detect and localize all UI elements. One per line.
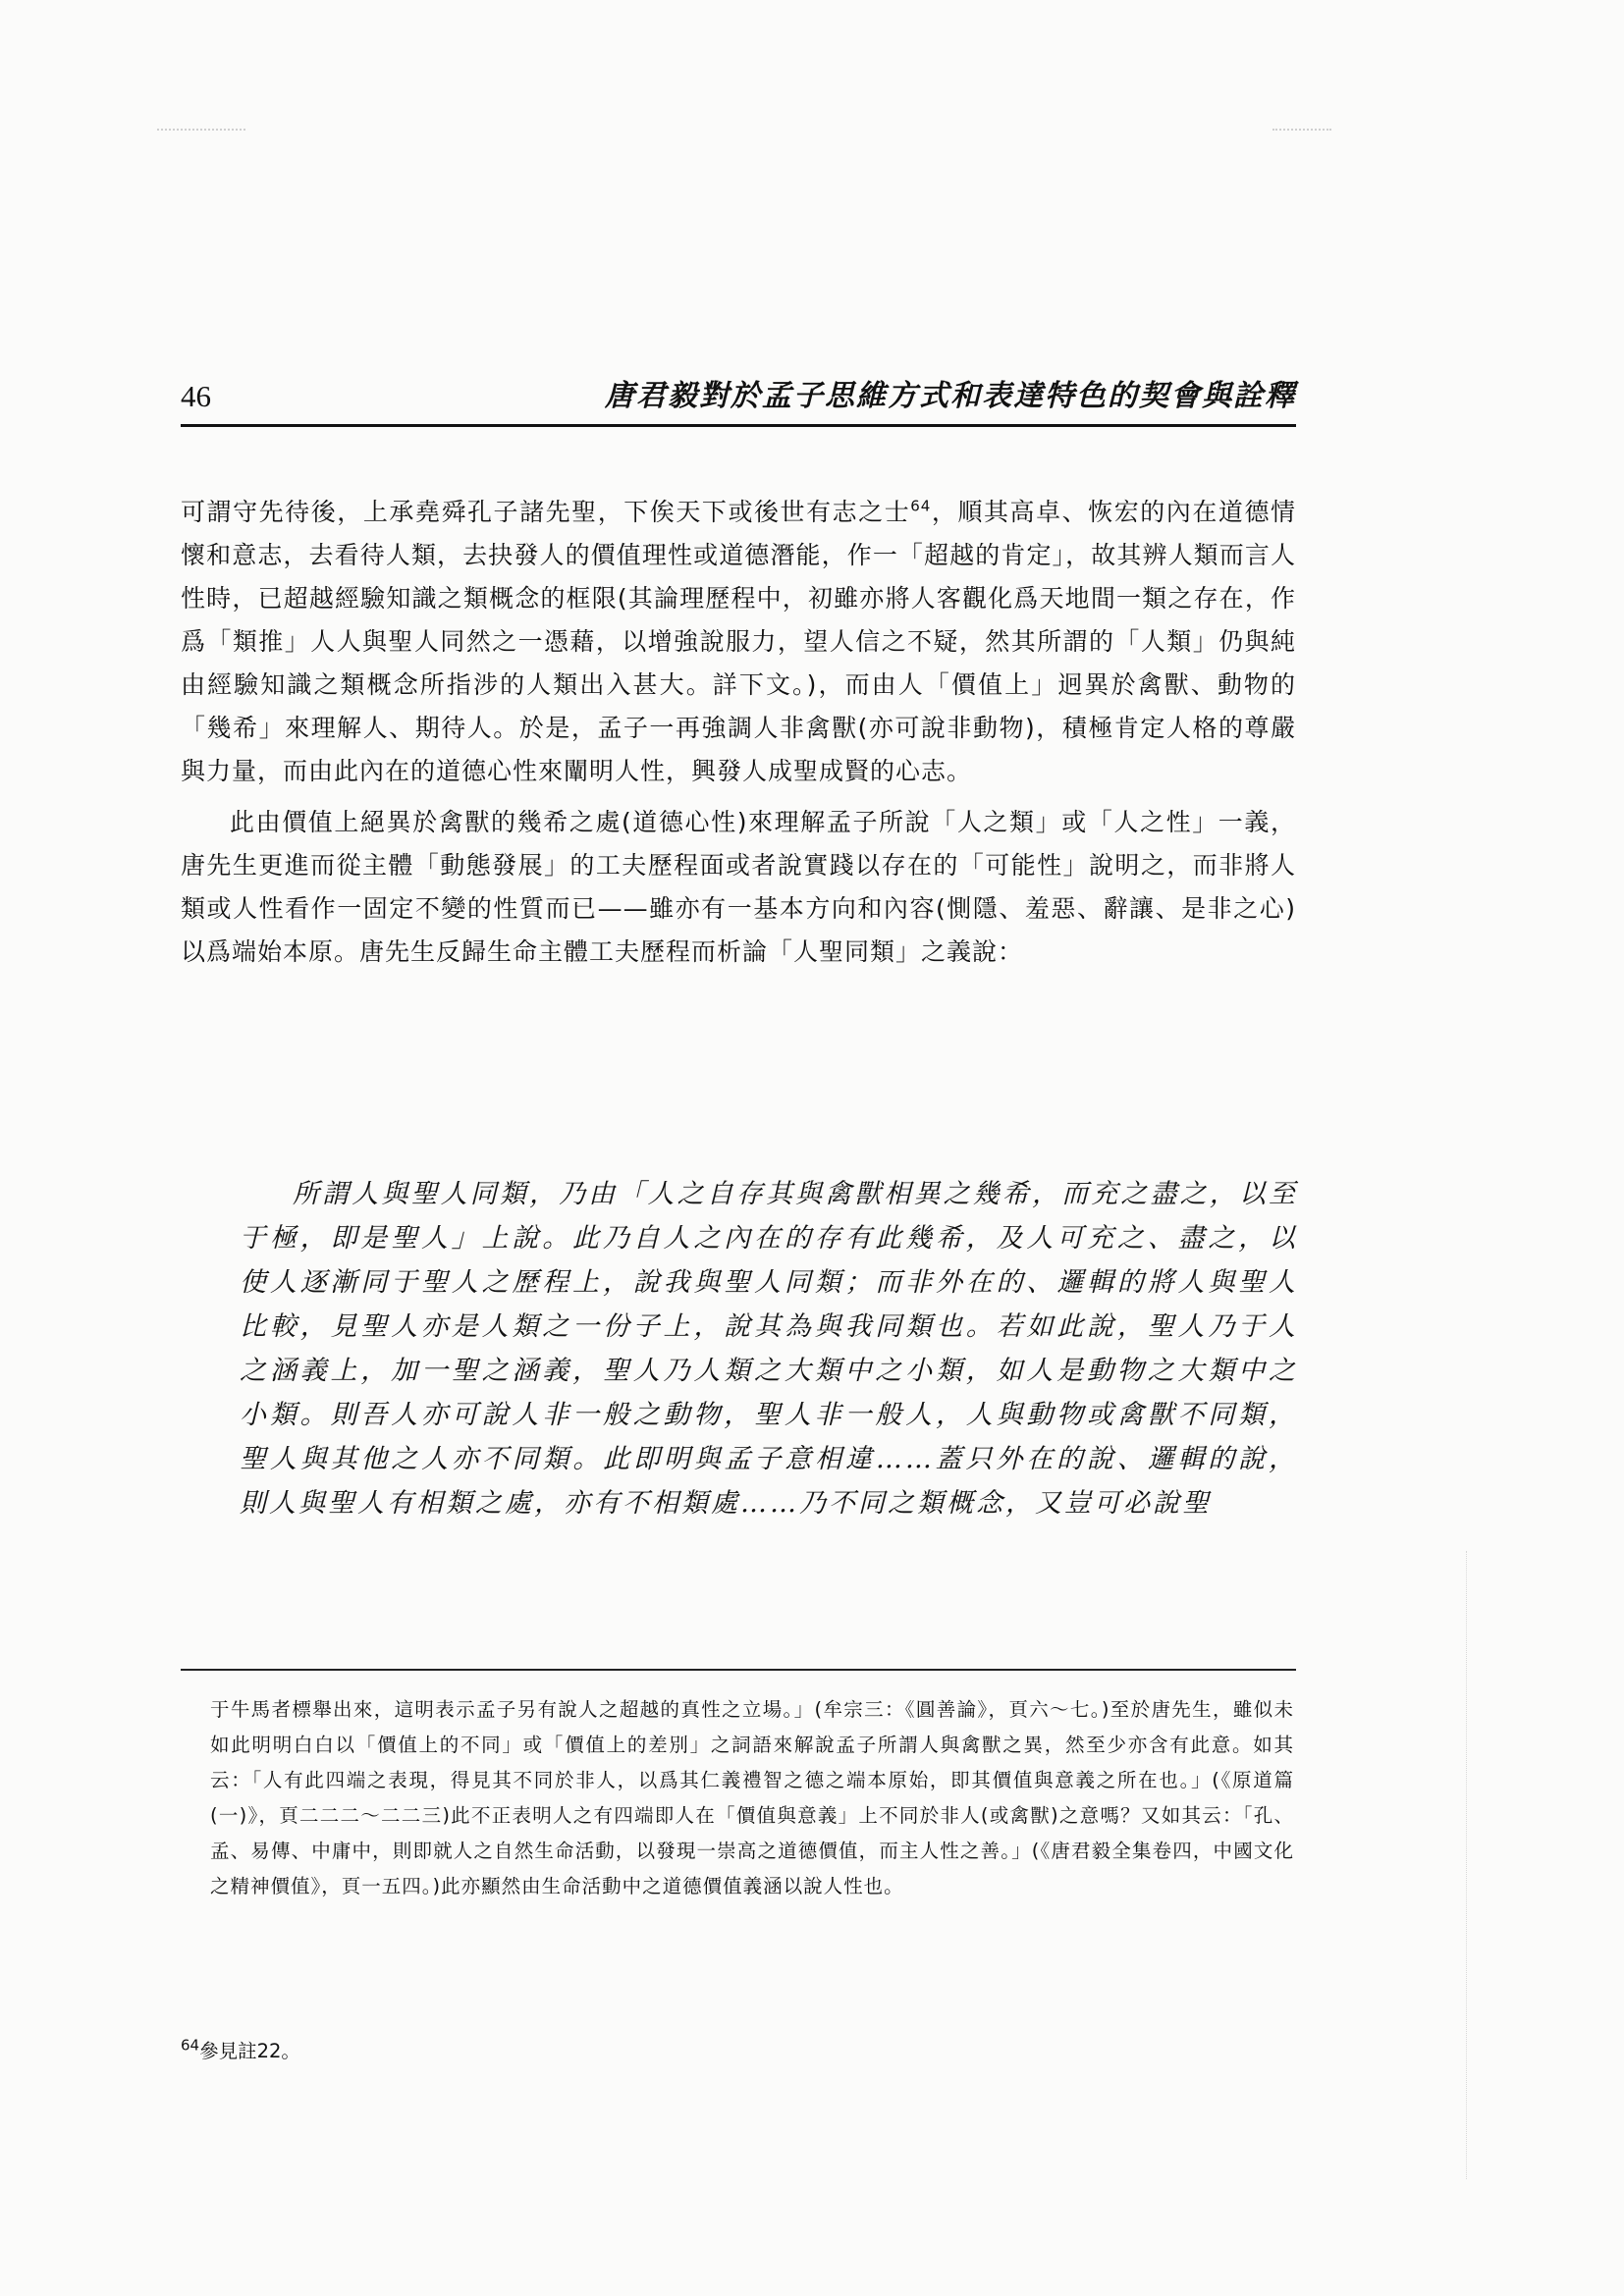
footnote-64 [181,2034,300,2069]
footnote-64-marker: 64 [181,2036,200,2055]
footnote-64-text: 參見註22。 [199,2040,300,2062]
block-quotation: 所謂人與聖人同類，乃由「人之自存其與禽獸相異之幾希，而充之盡之，以至于極，即是聖人」上說。此乃自人之內在的存有此幾希，及人可充之、盡之，以使人逐漸同于聖人之歷程上，說我與聖人同類；而非外在的、邏輯的將人與聖人比較，見聖人亦是人類之一份子上，說其為與我同類也。若如此說，聖人乃于人之涵義上，加一聖之涵義，聖人乃人類之大類中之小類，如人是動物之大類中之小類。則吾人亦可說人非一般之動物，聖人非一般人，人與動物或禽獸不同類，聖人與其他之人亦不同類。此即明與孟子意相違……蓋只外在的說、邏輯的說，則人與聖人有相類之處，亦有不相類處……乃不同之類概念，又豈可必說聖 [240,1179,1298,1519]
running-header [181,377,1296,426]
paragraph-1 [181,491,1296,793]
running-title: 唐君毅對於孟子思維方式和表達特色的契會與詮釋 [605,379,1296,413]
footnote-rule [181,1669,1296,1671]
scan-artifact-margin [1466,1551,1467,2179]
scan-artifact-left [157,129,245,133]
paragraph-2: 此由價值上絕異於禽獸的幾希之處(道德心性)來理解孟子所說「人之類」或「人之性」一義，唐先生更進而從主體「動態發展」的工夫歷程面或者說實踐以存在的「可能性」說明之，而非將人類或人性看作一固定不變的性質而已——雖亦有一基本方向和內容(惻隱、羞惡、辭讓、是非之心)以爲端始本原。唐先生反歸生命主體工夫歷程而析論「人聖同類」之義說： [181,808,1296,966]
header-rule [181,424,1296,427]
body-text [181,491,1296,974]
footnote-continuation: 于牛馬者標舉出來，這明表示孟子另有說人之超越的真性之立場。」(牟宗三：《圓善論》，頁六～七。)至於唐先生，雖似未如此明明白白以「價值上的不同」或「價值上的差別」之詞語來解說孟子所謂人與禽獸之異，然至少亦含有此意。如其云：「人有此四端之表現，得見其不同於非人，以爲其仁義禮智之德之端本原始，即其價值與意義之所在也。」(《原道篇(一)》，頁二二二～二二三)此不正表明人之有四端即人在「價值與意義」上不同於非人(或禽獸)之意嗎？又如其云：「孔、孟、易傳、中庸中，則即就人之自然生命活動，以發現一崇高之道德價值，而主人性之善。」(《唐君毅全集卷四，中國文化之精神價值》，頁一五四。)此亦顯然由生命活動中之道德價值義涵以說人性也。 [210,1698,1294,1897]
page-number: 46 [181,379,211,413]
footnotes [210,1692,1294,1904]
paragraph-1-text-b: ，順其高卓、恢宏的內在道德情懷和意志，去看待人類，去抉發人的價值理性或道德潛能，作一「超越的肯定」，故其辨人類而言人性時，已超越經驗知識之類概念的框限(其論理歷程中，初雖亦將人客觀化爲天地間一類之存在，作爲「類推」人人與聖人同然之一憑藉，以增強說服力，望人信之不疑，然其所謂的「人類」仍與純由經驗知識之類概念所指涉的人類出入甚大。詳下文。)，而由人「價值上」迥異於禽獸、動物的「幾希」來理解人、期待人。於是，孟子一再強調人非禽獸(亦可說非動物)，積極肯定人格的尊嚴與力量，而由此內在的道德心性來闡明人性，興發人成聖成賢的心志。 [181,498,1296,785]
paragraph-1-text-a: 可謂守先待後，上承堯舜孔子諸先聖，下俟天下或後世有志之士 [181,498,911,526]
scan-artifact-right [1272,129,1331,133]
footnote-ref-64: 64 [910,497,932,515]
